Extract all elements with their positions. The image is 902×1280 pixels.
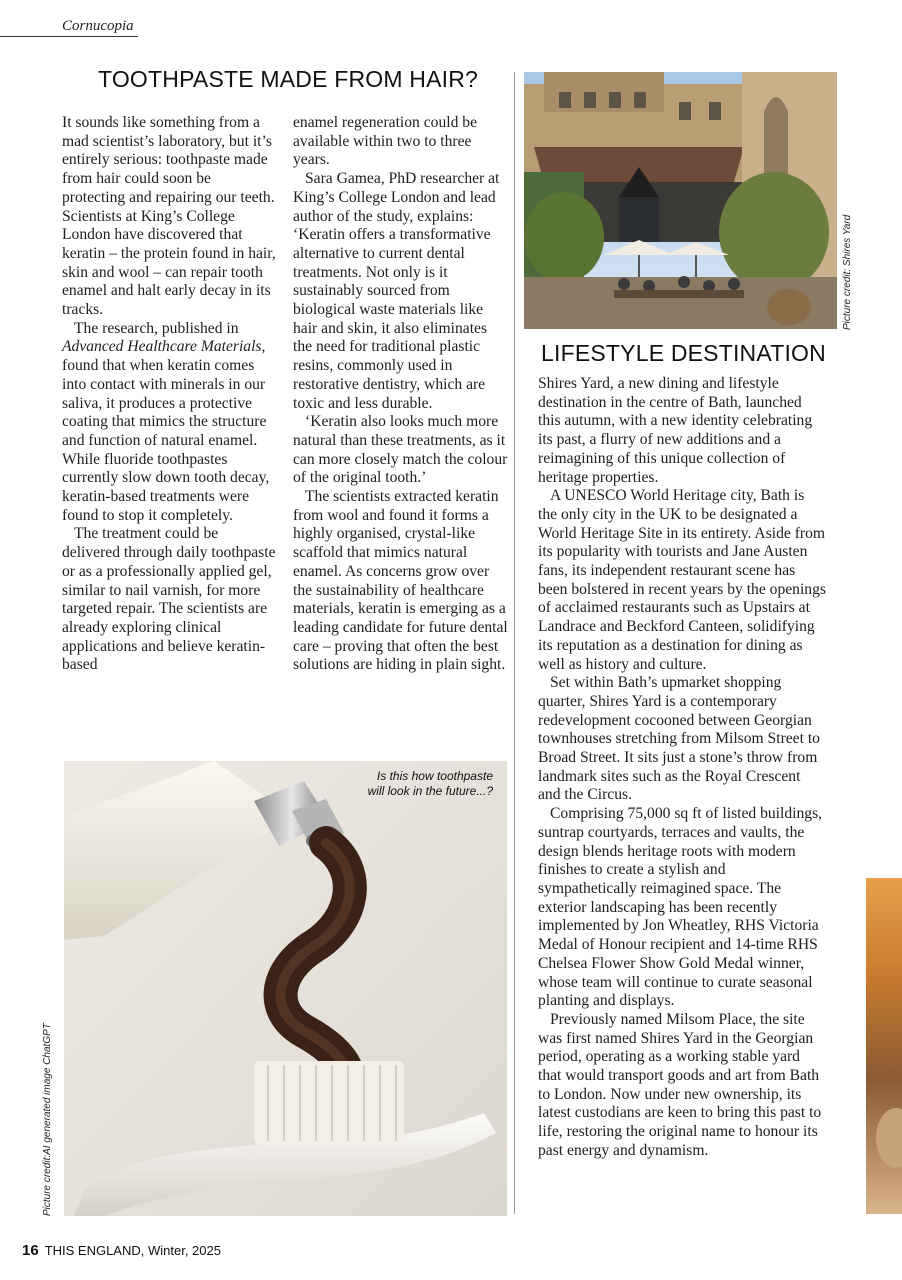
- page-number: 16: [22, 1242, 39, 1259]
- article2-paragraph: Shires Yard, a new dining and lifestyle destination in the centre of Bath, launched this autumn, with a new identity celebrating its past, a flurry of new additions and a reimagining of this unique collection of heritage properties.: [538, 375, 813, 486]
- article1-paragraph: The research, published in Advanced Healthcare Materials, found that when keratin comes into contact with minerals in our saliva, it produces a protective coating that mimics the structure and function of natural enamel. While fluoride toothpastes currently slow down tooth decay, keratin-based treatments were found to stop it completely.: [62, 319, 270, 524]
- page-footer: [22, 1242, 221, 1259]
- article1-column-1: [62, 114, 276, 675]
- article2-paragraph: A UNESCO World Heritage city, Bath is the only city in the UK to be designated a World Heritage Site in its entirety. Aside from its popularity with tourists and Jane Austen fans, its independent restaurant scene has been bolstered in recent years by the openings of acclaimed restaurants such as Upstairs at Landrace and Beckford Canteen, solidifying its reputation as a destination for dining as well as history and culture.: [538, 487, 826, 673]
- article1-paragraph: enamel regeneration could be available within two to three years.: [293, 114, 478, 169]
- article2-paragraph: Previously named Milsom Place, the site was first named Shires Yard in the Georgian period, operating as a working stable yard that would transport goods and art from Bath to London. Now under new ownership, its latest custodians are keen to bring this past to life, restoring the original name to honour its past energy and dynamism.: [538, 1010, 822, 1159]
- article1-paragraph: It sounds like something from a mad scientist’s laboratory, but it’s entirely serious: toothpaste made from hair could soon be protecting and repairing our teeth. Scientists at King’s College London have discovered that keratin – the protein found in hair, skin and wool – can repair tooth enamel and halt early decay in its tracks.: [62, 114, 276, 319]
- section-name: Cornucopia: [62, 18, 134, 34]
- article2-paragraph: Set within Bath’s upmarket shopping quarter, Shires Yard is a contemporary redevelopment cocooned between Georgian townhouses stretching from Milsom Street to Broad Street. It sits just a stone’s throw from landmark sites such as the Royal Crescent and the Circus.: [538, 674, 820, 804]
- shires-yard-photo-credit: Picture credit: Shires Yard: [842, 214, 853, 330]
- publication-name: THIS ENGLAND, Winter, 2025: [44, 1243, 221, 1258]
- toothpaste-hair-image: [64, 761, 507, 1216]
- article1-paragraph: The scientists extracted keratin from wool and found it forms a highly organised, crystal-like scaffold that mimics natural enamel. As concerns grow over the sustainability of healthcare materials, keratin is emerging as a leading candidate for future dental care – proving that often the best solutions are hiding in plain sight.: [293, 488, 508, 674]
- article2-paragraph: Comprising 75,000 sq ft of listed buildings, suntrap courtyards, terraces and vaults, the design blends heritage roots with modern finishes to create a stylish and sympathetically reimagined space. The exterior landscaping has been recently implemented by Jon Wheatley, RHS Victoria Medal of Honour recipient and 14-time RHS Chelsea Flower Show Gold Medal winner, whose team will continue to curate seasonal planting and displays.: [538, 805, 823, 1010]
- toothpaste-headline: TOOTHPASTE MADE FROM HAIR?: [98, 66, 479, 92]
- shires-yard-photo: [524, 72, 837, 329]
- column-divider: [514, 72, 515, 1214]
- lifestyle-headline: LIFESTYLE DESTINATION: [541, 340, 826, 366]
- article1-paragraph: ‘Keratin also looks much more natural than these treatments, as it can more closely match the colour of the original tooth.’: [293, 413, 508, 487]
- journal-title: Advanced Healthcare Materials: [62, 338, 262, 356]
- article2-column: [538, 375, 826, 1161]
- header-rule: [0, 36, 138, 37]
- image-caption: Is this how toothpaste will look in the future...?: [367, 769, 493, 798]
- article1-paragraph: The treatment could be delivered through daily toothpaste or as a professionally applied gel, similar to nail varnish, for more targeted repair. The scientists are already exploring clinical applications and believe keratin-based: [62, 525, 276, 674]
- article1-column-2: [293, 114, 509, 675]
- ai-image-credit: Picture credit:AI generated image ChatGPT: [42, 1023, 53, 1216]
- article1-paragraph: Sara Gamea, PhD researcher at King’s College London and lead author of the study, explains: ‘Keratin offers a transformative alternative to current dental treatments. Not only is it sustainably sourced from biological waste materials like hair and skin, it also eliminates the need for traditional plastic resins, commonly used in restorative dentistry, which are toxic and less durable.: [293, 170, 500, 412]
- edge-photo-fragment: [866, 878, 902, 1214]
